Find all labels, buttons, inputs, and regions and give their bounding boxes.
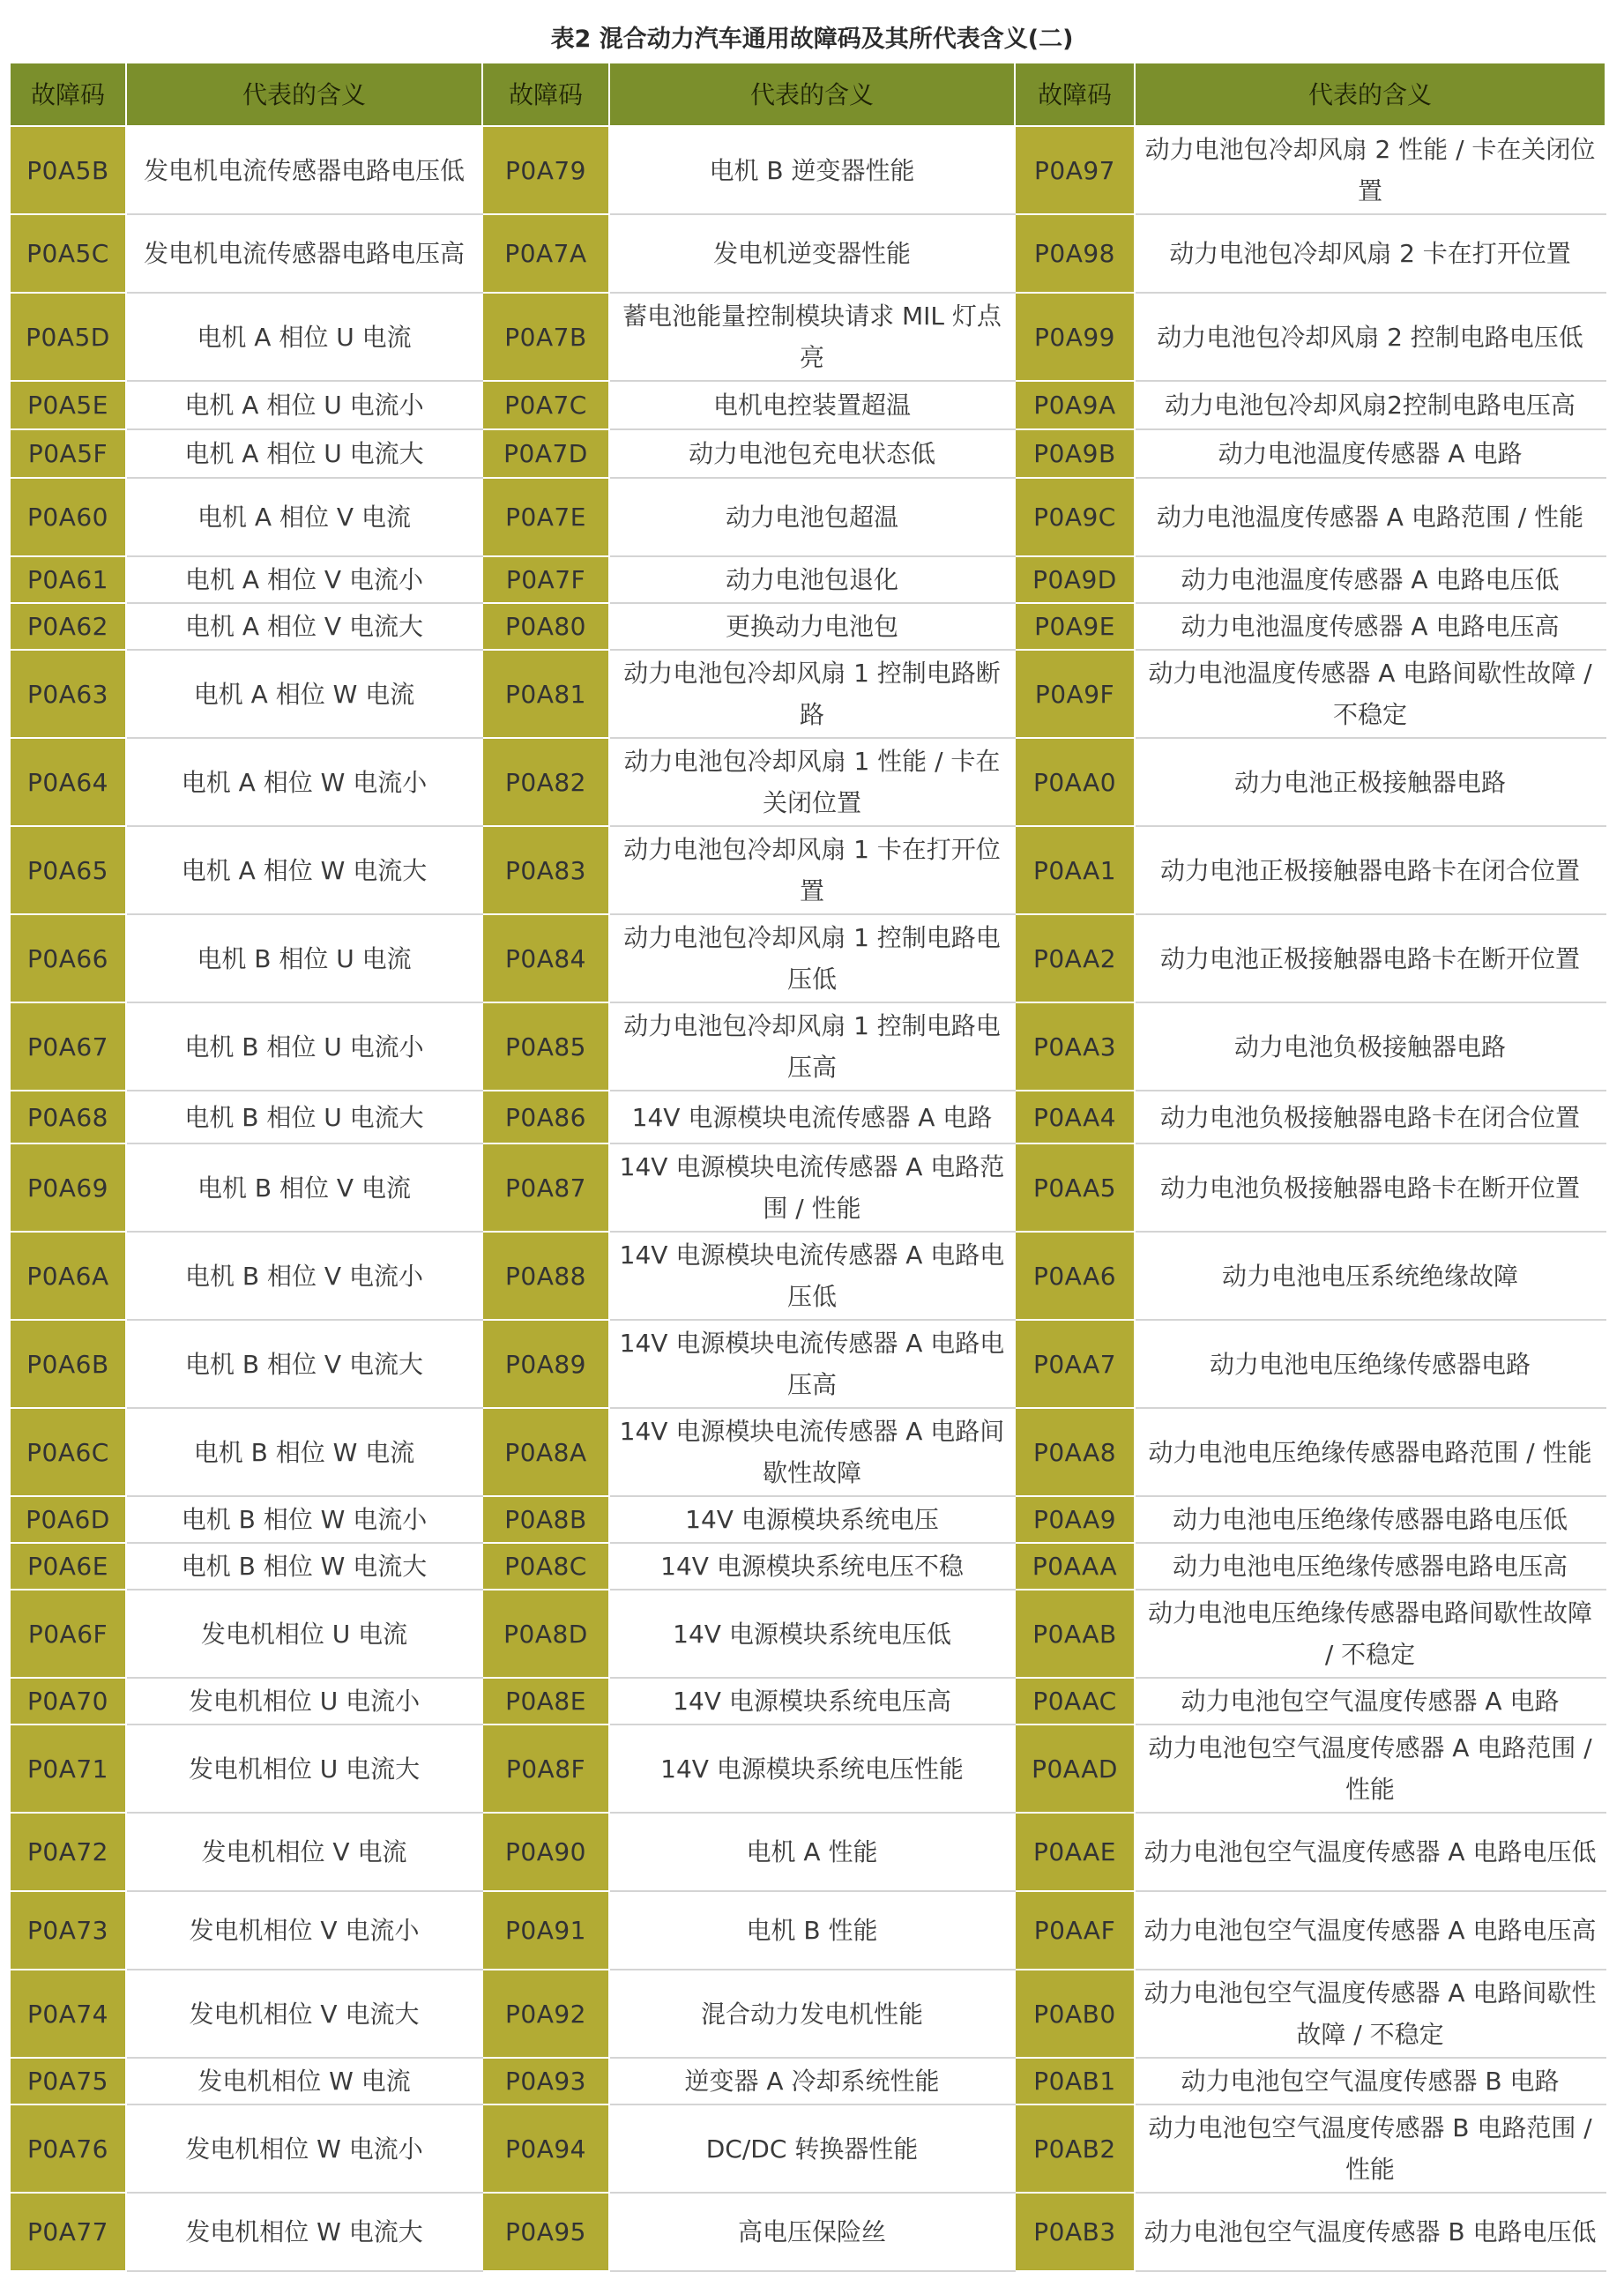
- fault-code-cell: P0A90: [482, 1813, 609, 1891]
- header-meaning-1: 代表的含义: [126, 63, 482, 126]
- fault-code-cell: P0A7A: [482, 214, 609, 293]
- table-row: [10, 826, 1605, 914]
- fault-code-cell: P0A69: [10, 1143, 126, 1232]
- fault-code-cell: P0A65: [10, 826, 126, 914]
- fault-code-cell: P0A72: [10, 1813, 126, 1891]
- fault-code-cell: P0AA8: [1015, 1408, 1135, 1496]
- fault-code-cell: P0A67: [10, 1002, 126, 1091]
- meaning-cell: 动力电池正极接触器电路卡在闭合位置: [1135, 826, 1605, 914]
- fault-code-cell: P0A86: [482, 1091, 609, 1143]
- table-row: [10, 381, 1605, 429]
- fault-code-cell: P0A75: [10, 2058, 126, 2104]
- meaning-cell: 电机 B 性能: [609, 1891, 1015, 1970]
- meaning-cell: 动力电池电压绝缘传感器电路电压低: [1135, 1496, 1605, 1543]
- meaning-cell: 电机 A 相位 V 电流小: [126, 556, 482, 603]
- meaning-cell: 动力电池包空气温度传感器 A 电路间歇性故障 / 不稳定: [1135, 1970, 1605, 2058]
- meaning-cell: 动力电池包冷却风扇 2 性能 / 卡在关闭位置: [1135, 126, 1605, 214]
- fault-code-cell: P0A71: [10, 1724, 126, 1813]
- meaning-cell: 动力电池包空气温度传感器 A 电路范围 / 性能: [1135, 1724, 1605, 1813]
- meaning-cell: 14V 电源模块系统电压性能: [609, 1724, 1015, 1813]
- fault-code-cell: P0AB3: [1015, 2193, 1135, 2271]
- table-row: [10, 603, 1605, 650]
- meaning-cell: 动力电池包退化: [609, 556, 1015, 603]
- meaning-cell: 动力电池包冷却风扇 1 控制电路电压低: [609, 914, 1015, 1002]
- meaning-cell: 发电机相位 V 电流小: [126, 1891, 482, 1970]
- table-row: [10, 1496, 1605, 1543]
- table-row: [10, 478, 1605, 556]
- table-row: [10, 2104, 1605, 2193]
- meaning-cell: 14V 电源模块电流传感器 A 电路范围 / 性能: [609, 1143, 1015, 1232]
- fault-code-cell: P0A84: [482, 914, 609, 1002]
- fault-code-cell: P0A7D: [482, 429, 609, 478]
- fault-code-cell: P0AAF: [1015, 1891, 1135, 1970]
- meaning-cell: 动力电池负极接触器电路: [1135, 1002, 1605, 1091]
- table-row: [10, 556, 1605, 603]
- fault-code-cell: P0AA2: [1015, 914, 1135, 1002]
- meaning-cell: 动力电池温度传感器 A 电路电压高: [1135, 603, 1605, 650]
- table-row: [10, 126, 1605, 214]
- meaning-cell: 发电机相位 W 电流小: [126, 2104, 482, 2193]
- meaning-cell: 电机 A 相位 U 电流小: [126, 381, 482, 429]
- meaning-cell: 动力电池温度传感器 A 电路间歇性故障 / 不稳定: [1135, 650, 1605, 738]
- table-row: [10, 1891, 1605, 1970]
- meaning-cell: 动力电池包空气温度传感器 B 电路: [1135, 2058, 1605, 2104]
- table-row: [10, 429, 1605, 478]
- meaning-cell: 发电机相位 V 电流大: [126, 1970, 482, 2058]
- fault-code-cell: P0A6C: [10, 1408, 126, 1496]
- meaning-cell: 动力电池负极接触器电路卡在闭合位置: [1135, 1091, 1605, 1143]
- meaning-cell: 电机 A 相位 W 电流小: [126, 738, 482, 826]
- fault-code-cell: P0AAA: [1015, 1543, 1135, 1590]
- fault-code-cell: P0A6A: [10, 1232, 126, 1320]
- fault-code-cell: P0A81: [482, 650, 609, 738]
- meaning-cell: 电机 A 性能: [609, 1813, 1015, 1891]
- fault-code-table: [9, 62, 1606, 2272]
- meaning-cell: 动力电池包冷却风扇 1 控制电路电压高: [609, 1002, 1015, 1091]
- table-row: [10, 1091, 1605, 1143]
- meaning-cell: 动力电池负极接触器电路卡在断开位置: [1135, 1143, 1605, 1232]
- fault-code-cell: P0AB0: [1015, 1970, 1135, 2058]
- header-code-3: 故障码: [1015, 63, 1135, 126]
- fault-code-cell: P0A74: [10, 1970, 126, 2058]
- table-row: [10, 1232, 1605, 1320]
- meaning-cell: 发电机相位 W 电流大: [126, 2193, 482, 2271]
- meaning-cell: 电机电控装置超温: [609, 381, 1015, 429]
- fault-code-cell: P0AA7: [1015, 1320, 1135, 1408]
- fault-code-cell: P0A7C: [482, 381, 609, 429]
- meaning-cell: 动力电池电压绝缘传感器电路: [1135, 1320, 1605, 1408]
- meaning-cell: 动力电池包空气温度传感器 B 电路电压低: [1135, 2193, 1605, 2271]
- fault-code-cell: P0AAB: [1015, 1590, 1135, 1678]
- meaning-cell: 14V 电源模块系统电压: [609, 1496, 1015, 1543]
- meaning-cell: 动力电池温度传感器 A 电路电压低: [1135, 556, 1605, 603]
- fault-code-cell: P0A5F: [10, 429, 126, 478]
- meaning-cell: 动力电池包空气温度传感器 B 电路范围 / 性能: [1135, 2104, 1605, 2193]
- fault-code-cell: P0A60: [10, 478, 126, 556]
- meaning-cell: 动力电池包冷却风扇 1 控制电路断路: [609, 650, 1015, 738]
- meaning-cell: 动力电池正极接触器电路卡在断开位置: [1135, 914, 1605, 1002]
- fault-code-cell: P0A6B: [10, 1320, 126, 1408]
- fault-code-cell: P0AA5: [1015, 1143, 1135, 1232]
- header-code-2: 故障码: [482, 63, 609, 126]
- meaning-cell: 14V 电源模块电流传感器 A 电路电压高: [609, 1320, 1015, 1408]
- fault-code-cell: P0A6E: [10, 1543, 126, 1590]
- fault-code-cell: P0AB1: [1015, 2058, 1135, 2104]
- meaning-cell: 发电机电流传感器电路电压低: [126, 126, 482, 214]
- fault-code-cell: P0A7E: [482, 478, 609, 556]
- meaning-cell: 动力电池包空气温度传感器 A 电路电压高: [1135, 1891, 1605, 1970]
- meaning-cell: 电机 A 相位 U 电流大: [126, 429, 482, 478]
- fault-code-cell: P0A94: [482, 2104, 609, 2193]
- fault-code-cell: P0AA6: [1015, 1232, 1135, 1320]
- fault-code-cell: P0A91: [482, 1891, 609, 1970]
- table-row: [10, 1320, 1605, 1408]
- table-row: [10, 1408, 1605, 1496]
- meaning-cell: 电机 B 相位 U 电流小: [126, 1002, 482, 1091]
- table-row: [10, 1678, 1605, 1724]
- meaning-cell: 动力电池正极接触器电路: [1135, 738, 1605, 826]
- meaning-cell: 发电机逆变器性能: [609, 214, 1015, 293]
- meaning-cell: 动力电池包冷却风扇2控制电路电压高: [1135, 381, 1605, 429]
- meaning-cell: 发电机相位 U 电流小: [126, 1678, 482, 1724]
- meaning-cell: 电机 A 相位 W 电流大: [126, 826, 482, 914]
- meaning-cell: 动力电池包冷却风扇 1 卡在打开位置: [609, 826, 1015, 914]
- fault-code-cell: P0A92: [482, 1970, 609, 2058]
- meaning-cell: 动力电池温度传感器 A 电路: [1135, 429, 1605, 478]
- table-row: [10, 1970, 1605, 2058]
- meaning-cell: 动力电池包冷却风扇 2 控制电路电压低: [1135, 293, 1605, 381]
- meaning-cell: 高电压保险丝: [609, 2193, 1015, 2271]
- fault-code-cell: P0A64: [10, 738, 126, 826]
- meaning-cell: 14V 电源模块系统电压不稳: [609, 1543, 1015, 1590]
- meaning-cell: 14V 电源模块电流传感器 A 电路: [609, 1091, 1015, 1143]
- fault-code-cell: P0A9D: [1015, 556, 1135, 603]
- fault-code-cell: P0A83: [482, 826, 609, 914]
- fault-code-cell: P0AA0: [1015, 738, 1135, 826]
- header-code-1: 故障码: [10, 63, 126, 126]
- fault-code-cell: P0A73: [10, 1891, 126, 1970]
- meaning-cell: 更换动力电池包: [609, 603, 1015, 650]
- table-row: [10, 1590, 1605, 1678]
- fault-code-cell: P0A5B: [10, 126, 126, 214]
- table-row: [10, 1813, 1605, 1891]
- meaning-cell: 电机 B 相位 V 电流大: [126, 1320, 482, 1408]
- fault-code-cell: P0A5E: [10, 381, 126, 429]
- meaning-cell: 14V 电源模块电流传感器 A 电路电压低: [609, 1232, 1015, 1320]
- fault-code-cell: P0A87: [482, 1143, 609, 1232]
- fault-code-cell: P0AA9: [1015, 1496, 1135, 1543]
- fault-code-cell: P0A76: [10, 2104, 126, 2193]
- fault-code-cell: P0A7F: [482, 556, 609, 603]
- table-row: [10, 1724, 1605, 1813]
- table-row: [10, 1143, 1605, 1232]
- fault-code-cell: P0A9C: [1015, 478, 1135, 556]
- meaning-cell: 14V 电源模块系统电压低: [609, 1590, 1015, 1678]
- meaning-cell: 发电机相位 U 电流: [126, 1590, 482, 1678]
- meaning-cell: 电机 B 相位 V 电流: [126, 1143, 482, 1232]
- table-row: [10, 738, 1605, 826]
- fault-code-cell: P0A89: [482, 1320, 609, 1408]
- fault-code-cell: P0A9A: [1015, 381, 1135, 429]
- fault-code-cell: P0AA4: [1015, 1091, 1135, 1143]
- fault-code-cell: P0A7B: [482, 293, 609, 381]
- fault-code-cell: P0A82: [482, 738, 609, 826]
- table-body: [10, 126, 1605, 2271]
- fault-code-cell: P0A61: [10, 556, 126, 603]
- table-title: 表2 混合动力汽车通用故障码及其所代表含义(二): [550, 26, 1074, 53]
- fault-code-cell: P0A66: [10, 914, 126, 1002]
- meaning-cell: 电机 B 相位 W 电流: [126, 1408, 482, 1496]
- meaning-cell: 发电机电流传感器电路电压高: [126, 214, 482, 293]
- fault-code-cell: P0A8A: [482, 1408, 609, 1496]
- meaning-cell: 动力电池包空气温度传感器 A 电路电压低: [1135, 1813, 1605, 1891]
- meaning-cell: 动力电池电压绝缘传感器电路电压高: [1135, 1543, 1605, 1590]
- fault-code-cell: P0A88: [482, 1232, 609, 1320]
- fault-code-cell: P0AA1: [1015, 826, 1135, 914]
- table-row: [10, 293, 1605, 381]
- fault-code-cell: P0AAC: [1015, 1678, 1135, 1724]
- fault-code-cell: P0AAE: [1015, 1813, 1135, 1891]
- meaning-cell: 动力电池电压绝缘传感器电路范围 / 性能: [1135, 1408, 1605, 1496]
- meaning-cell: 发电机相位 U 电流大: [126, 1724, 482, 1813]
- meaning-cell: 电机 B 相位 U 电流: [126, 914, 482, 1002]
- header-row: [10, 63, 1605, 126]
- fault-code-cell: P0A62: [10, 603, 126, 650]
- fault-code-cell: P0A5D: [10, 293, 126, 381]
- fault-code-cell: P0AA3: [1015, 1002, 1135, 1091]
- fault-code-cell: P0A5C: [10, 214, 126, 293]
- fault-code-cell: P0A6D: [10, 1496, 126, 1543]
- fault-code-cell: P0A80: [482, 603, 609, 650]
- meaning-cell: 蓄电池能量控制模块请求 MIL 灯点亮: [609, 293, 1015, 381]
- meaning-cell: 电机 B 相位 U 电流大: [126, 1091, 482, 1143]
- meaning-cell: 动力电池包充电状态低: [609, 429, 1015, 478]
- fault-code-cell: P0A9E: [1015, 603, 1135, 650]
- fault-code-cell: P0A85: [482, 1002, 609, 1091]
- fault-code-cell: P0A8C: [482, 1543, 609, 1590]
- header-meaning-3: 代表的含义: [1135, 63, 1605, 126]
- fault-code-cell: P0A8F: [482, 1724, 609, 1813]
- fault-code-cell: P0A8B: [482, 1496, 609, 1543]
- meaning-cell: 14V 电源模块系统电压高: [609, 1678, 1015, 1724]
- meaning-cell: 发电机相位 W 电流: [126, 2058, 482, 2104]
- fault-code-cell: P0A8D: [482, 1590, 609, 1678]
- meaning-cell: 电机 A 相位 V 电流: [126, 478, 482, 556]
- meaning-cell: 电机 B 相位 V 电流小: [126, 1232, 482, 1320]
- table-row: [10, 650, 1605, 738]
- fault-code-cell: P0A99: [1015, 293, 1135, 381]
- meaning-cell: 动力电池电压系统绝缘故障: [1135, 1232, 1605, 1320]
- meaning-cell: 动力电池包超温: [609, 478, 1015, 556]
- table-row: [10, 2193, 1605, 2271]
- fault-code-cell: P0A98: [1015, 214, 1135, 293]
- fault-code-cell: P0A8E: [482, 1678, 609, 1724]
- meaning-cell: 动力电池包空气温度传感器 A 电路: [1135, 1678, 1605, 1724]
- table-row: [10, 1543, 1605, 1590]
- meaning-cell: 电机 B 逆变器性能: [609, 126, 1015, 214]
- meaning-cell: 动力电池温度传感器 A 电路范围 / 性能: [1135, 478, 1605, 556]
- meaning-cell: 电机 A 相位 V 电流大: [126, 603, 482, 650]
- meaning-cell: 电机 B 相位 W 电流大: [126, 1543, 482, 1590]
- fault-code-cell: P0A79: [482, 126, 609, 214]
- fault-code-cell: P0A6F: [10, 1590, 126, 1678]
- meaning-cell: 动力电池包冷却风扇 1 性能 / 卡在关闭位置: [609, 738, 1015, 826]
- table-row: [10, 914, 1605, 1002]
- fault-code-cell: P0A77: [10, 2193, 126, 2271]
- table-row: [10, 1002, 1605, 1091]
- meaning-cell: 发电机相位 V 电流: [126, 1813, 482, 1891]
- meaning-cell: 混合动力发电机性能: [609, 1970, 1015, 2058]
- meaning-cell: 电机 A 相位 U 电流: [126, 293, 482, 381]
- fault-code-cell: P0AAD: [1015, 1724, 1135, 1813]
- fault-code-cell: P0A97: [1015, 126, 1135, 214]
- fault-code-cell: P0A9F: [1015, 650, 1135, 738]
- meaning-cell: 动力电池电压绝缘传感器电路间歇性故障 / 不稳定: [1135, 1590, 1605, 1678]
- table-row: [10, 214, 1605, 293]
- meaning-cell: 动力电池包冷却风扇 2 卡在打开位置: [1135, 214, 1605, 293]
- meaning-cell: 电机 A 相位 W 电流: [126, 650, 482, 738]
- fault-code-cell: P0A93: [482, 2058, 609, 2104]
- header-meaning-2: 代表的含义: [609, 63, 1015, 126]
- meaning-cell: DC/DC 转换器性能: [609, 2104, 1015, 2193]
- fault-code-cell: P0A63: [10, 650, 126, 738]
- meaning-cell: 14V 电源模块电流传感器 A 电路间歇性故障: [609, 1408, 1015, 1496]
- fault-code-cell: P0A70: [10, 1678, 126, 1724]
- fault-code-cell: P0A9B: [1015, 429, 1135, 478]
- fault-code-cell: P0AB2: [1015, 2104, 1135, 2193]
- meaning-cell: 逆变器 A 冷却系统性能: [609, 2058, 1015, 2104]
- fault-code-cell: P0A68: [10, 1091, 126, 1143]
- table-row: [10, 2058, 1605, 2104]
- meaning-cell: 电机 B 相位 W 电流小: [126, 1496, 482, 1543]
- fault-code-cell: P0A95: [482, 2193, 609, 2271]
